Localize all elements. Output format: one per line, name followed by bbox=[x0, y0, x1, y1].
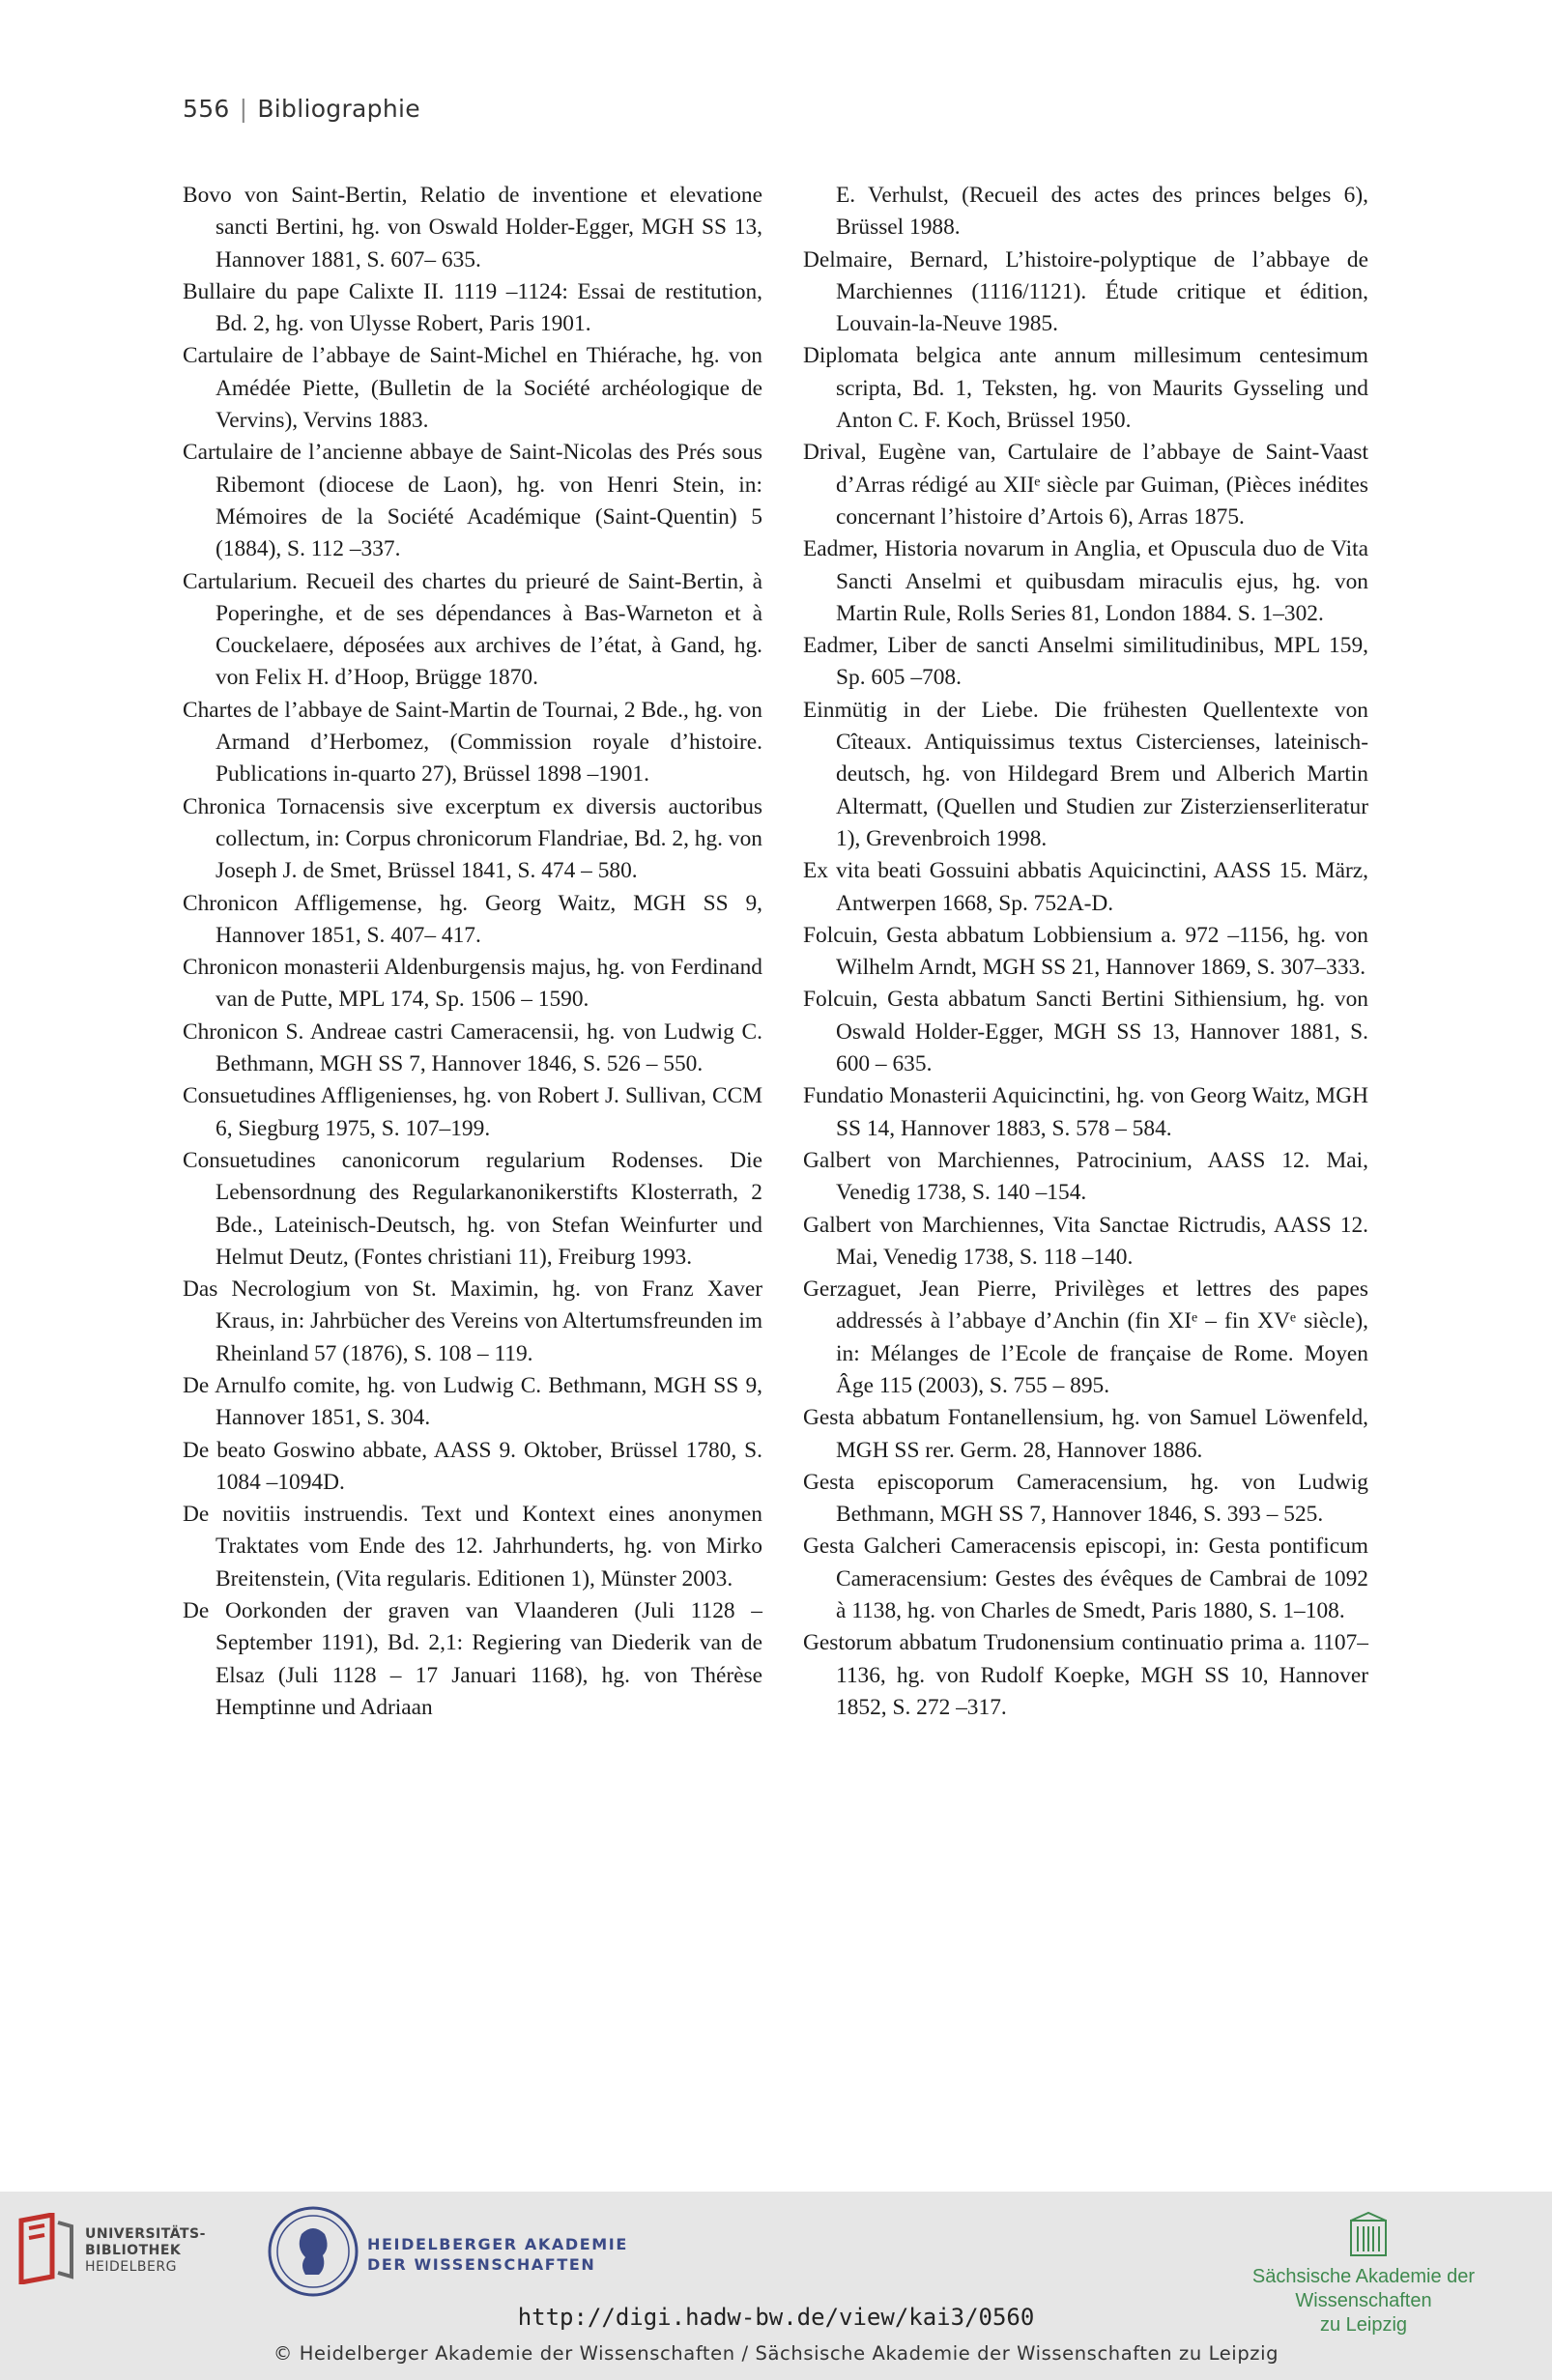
bibliography-entry: Drival, Eugène van, Cartulaire de l’abbaye de Saint-Vaast d’Arras rédigé au XIIᵉ siècle par Guiman, (Pièces inédites concernant l’histoire d’Artois 6), Arras 1875. bbox=[803, 440, 1368, 530]
bibliography-entry: Chronicon Affligemense, hg. Georg Waitz, MGH SS 9, Hannover 1851, S. 407– 417. bbox=[183, 890, 762, 948]
bibliography-entry: De Arnulfo comite, hg. von Ludwig C. Bethmann, MGH SS 9, Hannover 1851, S. 304. bbox=[183, 1372, 762, 1431]
ub-logo-line: UNIVERSITÄTS- bbox=[85, 2226, 206, 2242]
bibliography-entry: Cartulaire de l’abbaye de Saint-Michel en Thiérache, hg. von Amédée Piette, (Bulletin de la Société archéologique de Vervins), Vervins 1883. bbox=[183, 343, 762, 434]
bibliography-entry: Bovo von Saint-Bertin, Relatio de inventione et elevatione sancti Bertini, hg. von Oswald Holder-Egger, MGH SS 13, Hannover 1881, S. 607– 635. bbox=[183, 183, 762, 272]
bibliography-entry: Cartulaire de l’ancienne abbaye de Saint-Nicolas des Prés sous Ribemont (diocese de Laon), hg. von Henri Stein, in: Mémoires de la Société Académique (Saint-Quentin) 5 (1884), S. 112 –337. bbox=[183, 440, 762, 562]
bibliography-column-left bbox=[183, 180, 762, 1724]
bibliography-entry: Eadmer, Liber de sancti Anselmi similitudinibus, MPL 159, Sp. 605 –708. bbox=[803, 633, 1368, 691]
heidelberg-seal-icon bbox=[267, 2205, 359, 2298]
had-logo-line: HEIDELBERGER AKADEMIE bbox=[367, 2235, 628, 2253]
bibliography-entry: Eadmer, Historia novarum in Anglia, et Opuscula duo de Vita Sancti Anselmi et quibusdam miraculis ejus, hg. von Martin Rule, Rolls Series 81, London 1884. S. 1–302. bbox=[803, 536, 1368, 626]
ub-heidelberg-logo[interactable] bbox=[15, 2213, 206, 2290]
bibliography-entry: Galbert von Marchiennes, Vita Sanctae Rictrudis, AASS 12. Mai, Venedig 1738, S. 118 –140. bbox=[803, 1212, 1368, 1270]
bibliography-entry: Gesta episcoporum Cameracensium, hg. von Ludwig Bethmann, MGH SS 7, Hannover 1846, S. 393 – 525. bbox=[803, 1469, 1368, 1528]
footer-band bbox=[0, 2192, 1552, 2380]
ub-logo-line: BIBLIOTHEK bbox=[85, 2243, 182, 2258]
permalink-url[interactable]: http://digi.hadw-bw.de/view/kai3/0560 bbox=[517, 2304, 1035, 2331]
bibliography-entry: E. Verhulst, (Recueil des actes des princes belges 6), Brüssel 1988. bbox=[836, 183, 1368, 241]
ub-logo-text bbox=[85, 2226, 206, 2276]
bibliography-entry: Gesta Galcheri Cameracensis episcopi, in: Gesta pontificum Cameracensium: Gestes des évêques de Cambrai de 1092 à 1138, hg. von Charles de Smedt, Paris 1880, S. 1–108. bbox=[803, 1534, 1368, 1624]
bibliography-entry: Gestorum abbatum Trudonensium continuatio prima a. 1107–1136, hg. von Rudolf Koepke, MGH SS 10, Hannover 1852, S. 272 –317. bbox=[803, 1630, 1368, 1720]
had-logo-line: DER WISSENSCHAFTEN bbox=[367, 2255, 596, 2274]
bibliography-entry: Delmaire, Bernard, L’histoire-polyptique de l’abbaye de Marchiennes (1116/1121). Étude critique et édition, Louvain-la-Neuve 1985. bbox=[803, 246, 1368, 337]
bibliography-entry: Folcuin, Gesta abbatum Lobbiensium a. 972 –1156, hg. von Wilhelm Arndt, MGH SS 21, Hannover 1869, S. 307–333. bbox=[803, 922, 1368, 981]
had-logo-text bbox=[367, 2234, 628, 2275]
bibliography-entry: Galbert von Marchiennes, Patrocinium, AASS 12. Mai, Venedig 1738, S. 140 –154. bbox=[803, 1147, 1368, 1206]
page-number: 556 bbox=[183, 95, 230, 123]
saw-logo-line: zu Leipzig bbox=[1319, 2314, 1408, 2336]
saxon-academy-building-icon bbox=[1349, 2211, 1388, 2257]
bibliography-entry: De Oorkonden der graven van Vlaanderen (Juli 1128 – September 1191), Bd. 2,1: Regiering van Diederik van de Elsaz (Juli 1128 – 17 Januari 1168), hg. von Thérèse Hemptinne und Adriaan bbox=[183, 1598, 762, 1720]
bibliography-entry: Gesta abbatum Fontanellensium, hg. von Samuel Löwenfeld, MGH SS rer. Germ. 28, Hannover 1886. bbox=[803, 1405, 1368, 1463]
bibliography-entry: Einmütig in der Liebe. Die frühesten Quellentexte von Cîteaux. Antiquissimus textus Cistercienses, lateinisch-deutsch, hg. von Hildegard Brem und Alberich Martin Altermatt, (Quellen und Studien zur Zisterzienserliteratur 1), Grevenbroich 1998. bbox=[803, 697, 1368, 851]
bibliography-entry: De beato Goswino abbate, AASS 9. Oktober, Brüssel 1780, S. 1084 –1094D. bbox=[183, 1437, 762, 1495]
bibliography-entry: Consuetudines Affligenienses, hg. von Robert J. Sullivan, CCM 6, Siegburg 1975, S. 107–199. bbox=[183, 1083, 762, 1141]
header-separator: | bbox=[239, 95, 248, 123]
bibliography-entry: Bullaire du pape Calixte II. 1119 –1124: Essai de restitution, Bd. 2, hg. von Ulysse Robert, Paris 1901. bbox=[183, 278, 762, 337]
bibliography-entry: Ex vita beati Gossuini abbatis Aquicinctini, AASS 15. März, Antwerpen 1668, Sp. 752A-D. bbox=[803, 858, 1368, 916]
page-header bbox=[183, 95, 420, 123]
heidelberger-akademie-logo[interactable] bbox=[267, 2205, 634, 2302]
bibliography-entry: Chronica Tornacensis sive excerptum ex diversis auctoribus collectum, in: Corpus chronicorum Flandriae, Bd. 2, hg. von Joseph J. de Smet, Brüssel 1841, S. 474 – 580. bbox=[183, 793, 762, 884]
bibliography-entry: Cartularium. Recueil des chartes du prieuré de Saint-Bertin, à Poperinghe, et de ses dépendances à Bas-Warneton et à Couckelaere, déposées aux archives de l’état, à Gand, hg. von Felix H. d’Hoop, Brügge 1870. bbox=[183, 568, 762, 691]
bibliography-entry: Gerzaguet, Jean Pierre, Privilèges et lettres des papes addressés à l’abbaye d’Anchin (fin XIᵉ – fin XVᵉ siècle), in: Mélanges de l’Ecole de française de Rome. Moyen Âge 115 (2003), S. 755 – 895. bbox=[803, 1276, 1368, 1398]
saw-logo-line: Sächsische Akademie der Wissenschaften bbox=[1251, 2266, 1476, 2311]
ub-book-mark-icon bbox=[15, 2213, 77, 2284]
bibliography-entry: Diplomata belgica ante annum millesimum centesimum scripta, Bd. 1, Teksten, hg. von Maurits Gysseling und Anton C. F. Koch, Brüssel 1950. bbox=[803, 343, 1368, 434]
bibliography-entry: Chronicon S. Andreae castri Cameracensii, hg. von Ludwig C. Bethmann, MGH SS 7, Hannover 1846, S. 526 – 550. bbox=[183, 1018, 762, 1077]
bibliography-entry: Das Necrologium von St. Maximin, hg. von Franz Xaver Kraus, in: Jahrbücher des Vereins von Altertumsfreunden im Rheinland 57 (1876), S. 108 – 119. bbox=[183, 1276, 763, 1366]
ub-logo-line: HEIDELBERG bbox=[85, 2259, 177, 2275]
bibliography-entry: Fundatio Monasterii Aquicinctini, hg. von Georg Waitz, MGH SS 14, Hannover 1883, S. 578 – 584. bbox=[803, 1083, 1368, 1141]
bibliography-entry: Chronicon monasterii Aldenburgensis majus, hg. von Ferdinand van de Putte, MPL 174, Sp. 1506 – 1590. bbox=[183, 955, 762, 1013]
section-title: Bibliographie bbox=[257, 95, 420, 123]
bibliography-entry: Chartes de l’abbaye de Saint-Martin de Tournai, 2 Bde., hg. von Armand d’Herbomez, (Commission royale d’histoire. Publications in-quarto 27), Brüssel 1898 –1901. bbox=[183, 697, 762, 788]
bibliography-column-right bbox=[803, 180, 1368, 1724]
bibliography-entry: Folcuin, Gesta abbatum Sancti Bertini Sithiensium, hg. von Oswald Holder-Egger, MGH SS 13, Hannover 1881, S. 600 – 635. bbox=[803, 987, 1368, 1077]
bibliography-entry: De novitiis instruendis. Text und Kontext eines anonymen Traktates vom Ende des 12. Jahrhunderts, hg. von Mirko Breitenstein, (Vita regularis. Editionen 1), Münster 2003. bbox=[183, 1502, 762, 1591]
copyright-notice: © Heidelberger Akademie der Wissenschaften / Sächsische Akademie der Wissenschaften zu Leipzig bbox=[273, 2342, 1279, 2365]
bibliography-entry: Consuetudines canonicorum regularium Rodenses. Die Lebensordnung des Regularkanonikerstifts Klosterrath, 2 Bde., Lateinisch-Deutsch, hg. von Stefan Weinfurter und Helmut Deutz, (Fontes christiani 11), Freiburg 1993. bbox=[183, 1147, 762, 1270]
